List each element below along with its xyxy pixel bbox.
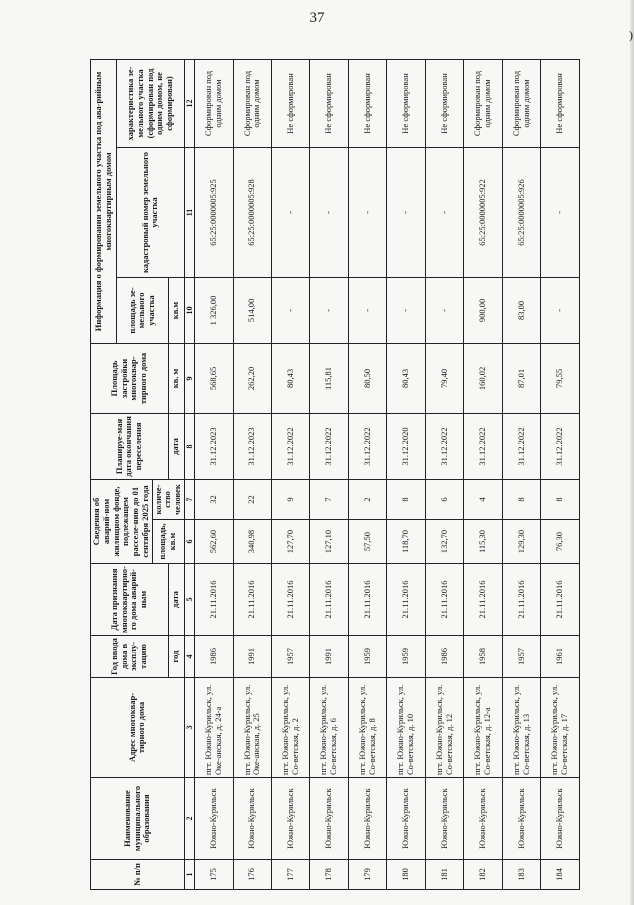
building-area-cell: 80,43 — [272, 343, 310, 413]
address-cell: пгт. Южно-Курильск, ул. Со-ветская, д. 12-а — [464, 678, 502, 778]
recognition-date-cell: 21.11.2016 — [464, 564, 502, 636]
area-cell: 127,70 — [272, 520, 310, 564]
cadastral-number-cell: 65:25:0000005:922 — [464, 147, 502, 277]
area-cell: 340,98 — [233, 520, 271, 564]
column-number: 2 — [184, 778, 194, 860]
header-land-area-unit: кв.м — [168, 277, 184, 343]
land-area-cell: - — [425, 277, 463, 343]
header-cadastral: кадастровый номер земельного участка — [117, 147, 185, 277]
column-number: 4 — [184, 636, 194, 678]
land-characteristic-cell: Не сформирован — [272, 59, 310, 147]
planned-date-cell: 31.12.2023 — [233, 413, 271, 479]
page-edge-shadow — [630, 0, 634, 905]
header-area: площадь, кв.м — [152, 520, 184, 564]
cadastral-number-cell: 65:25:0000005:925 — [195, 147, 233, 277]
table-row — [233, 59, 271, 889]
people-cell: 8 — [502, 479, 540, 519]
land-area-cell: 900,00 — [464, 277, 502, 343]
land-characteristic-cell: Не сформирован — [348, 59, 386, 147]
area-cell: 76,30 — [541, 520, 580, 564]
year-cell: 1961 — [541, 636, 580, 678]
municipality-cell: Южно-Курильск — [348, 778, 386, 860]
building-area-cell: 262,20 — [233, 343, 271, 413]
table-row — [541, 59, 580, 889]
building-area-cell: 160,02 — [464, 343, 502, 413]
recognition-date-cell: 21.11.2016 — [425, 564, 463, 636]
header-building-area-group: Площадь застройки многоквар-тирного дома — [91, 343, 169, 413]
people-cell: 22 — [233, 479, 271, 519]
header-year-group: Год ввода дома в эксплу-тацию — [91, 636, 169, 678]
area-cell: 57,50 — [348, 520, 386, 564]
address-cell: пгт. Южно-Курильск, ул. Со-ветская, д. 12 — [425, 678, 463, 778]
planned-date-cell: 31.12.2022 — [425, 413, 463, 479]
land-area-cell: 514,00 — [233, 277, 271, 343]
land-characteristic-cell: Сформирован под одним домом — [195, 59, 233, 147]
building-area-cell: 87,01 — [502, 343, 540, 413]
area-cell: 115,30 — [464, 520, 502, 564]
year-cell: 1991 — [310, 636, 348, 678]
people-cell: 4 — [464, 479, 502, 519]
municipality-cell: Южно-Курильск — [272, 778, 310, 860]
header-land-area-group: площадь зе-мельного участка — [117, 277, 169, 343]
municipality-cell: Южно-Курильск — [464, 778, 502, 860]
year-cell: 1957 — [502, 636, 540, 678]
people-cell: 8 — [541, 479, 580, 519]
planned-date-cell: 31.12.2022 — [541, 413, 580, 479]
municipality-cell: Южно-Курильск — [541, 778, 580, 860]
year-cell: 1959 — [348, 636, 386, 678]
building-area-cell: 568,65 — [195, 343, 233, 413]
column-number: 12 — [184, 59, 194, 147]
header-year-unit: год — [168, 636, 184, 678]
header-emergency-group: Сведения об аварий-ном жилищном фонде, подлежащем расселе-нию до 01 сентября 2025 года — [91, 479, 153, 563]
planned-date-cell: 31.12.2022 — [310, 413, 348, 479]
row-number: 175 — [195, 860, 233, 890]
address-cell: пгт. Южно-Курильск, ул. Со-ветская, д. 13 — [502, 678, 540, 778]
recognition-date-cell: 21.11.2016 — [502, 564, 540, 636]
row-number: 182 — [464, 860, 502, 890]
column-number: 11 — [184, 147, 194, 277]
header-address: Адрес многоквар-тирного дома — [91, 678, 185, 778]
cadastral-number-cell: 65:25:0000005:928 — [233, 147, 271, 277]
edge-mark: ) — [629, 28, 633, 42]
area-cell: 118,70 — [387, 520, 425, 564]
row-number: 183 — [502, 860, 540, 890]
address-cell: пгт. Южно-Курильск, ул. Оке-анская, д. 25 — [233, 678, 271, 778]
building-area-cell: 115,81 — [310, 343, 348, 413]
header-recognition-group: Дата признания многоквартирно-го дома аварий-ным — [91, 564, 169, 636]
municipality-cell: Южно-Курильск — [502, 778, 540, 860]
header-building-area-unit: кв. м — [168, 343, 184, 413]
building-area-cell: 80,50 — [348, 343, 386, 413]
cadastral-number-cell: - — [310, 147, 348, 277]
column-number-row — [184, 59, 194, 889]
header-land-group: Информация о формировании земельного участка под ава-рийным многоквартирным домом — [91, 59, 117, 343]
table-row — [425, 59, 463, 889]
land-area-cell: - — [348, 277, 386, 343]
row-number: 177 — [272, 860, 310, 890]
address-cell: пгт. Южно-Курильск, ул. Со-ветская, д. 17 — [541, 678, 580, 778]
column-number: 7 — [184, 479, 194, 519]
row-number: 181 — [425, 860, 463, 890]
land-area-cell: 83,00 — [502, 277, 540, 343]
land-area-cell: - — [272, 277, 310, 343]
municipality-cell: Южно-Курильск — [233, 778, 271, 860]
recognition-date-cell: 21.11.2016 — [195, 564, 233, 636]
planned-date-cell: 31.12.2020 — [387, 413, 425, 479]
cadastral-number-cell: - — [541, 147, 580, 277]
building-area-cell: 79,55 — [541, 343, 580, 413]
municipality-cell: Южно-Курильск — [425, 778, 463, 860]
table-row — [502, 59, 540, 889]
address-cell: пгт. Южно-Курильск, ул. Со-ветская, д. 6 — [310, 678, 348, 778]
year-cell: 1991 — [233, 636, 271, 678]
building-area-cell: 80,43 — [387, 343, 425, 413]
recognition-date-cell: 21.11.2016 — [387, 564, 425, 636]
people-cell: 8 — [387, 479, 425, 519]
land-area-cell: - — [387, 277, 425, 343]
column-number: 9 — [184, 343, 194, 413]
header-land-characteristic: характеристика зе-мельного участка (сформирован под одним домом, не сформирован) — [117, 59, 185, 147]
row-number: 178 — [310, 860, 348, 890]
table-row — [310, 59, 348, 889]
cadastral-number-cell: 65:25:0000005:926 — [502, 147, 540, 277]
land-area-cell: 1 326,00 — [195, 277, 233, 343]
header-no: № п/п — [91, 860, 185, 890]
column-number: 6 — [184, 520, 194, 564]
land-characteristic-cell: Не сформирован — [541, 59, 580, 147]
recognition-date-cell: 21.11.2016 — [541, 564, 580, 636]
planned-date-cell: 31.12.2022 — [502, 413, 540, 479]
municipality-cell: Южно-Курильск — [310, 778, 348, 860]
cadastral-number-cell: - — [425, 147, 463, 277]
year-cell: 1958 — [464, 636, 502, 678]
year-cell: 1986 — [425, 636, 463, 678]
recognition-date-cell: 21.11.2016 — [272, 564, 310, 636]
table-row — [272, 59, 310, 889]
area-cell: 562,60 — [195, 520, 233, 564]
table-row — [464, 59, 502, 889]
municipality-cell: Южно-Курильск — [195, 778, 233, 860]
address-cell: пгт. Южно-Курильск, ул. Со-ветская, д. 10 — [387, 678, 425, 778]
column-number: 10 — [184, 277, 194, 343]
municipality-cell: Южно-Курильск — [387, 778, 425, 860]
emergency-housing-table — [90, 59, 580, 890]
header-planned-group: Планируе-мая дата окончания переселения — [91, 413, 169, 479]
column-number: 1 — [184, 860, 194, 890]
recognition-date-cell: 21.11.2016 — [348, 564, 386, 636]
area-cell: 129,30 — [502, 520, 540, 564]
recognition-date-cell: 21.11.2016 — [310, 564, 348, 636]
header-recognition-unit: дата — [168, 564, 184, 636]
table-row — [195, 59, 233, 889]
column-number: 5 — [184, 564, 194, 636]
header-municipality: Наименование муниципального образования — [91, 778, 185, 860]
people-cell: 7 — [310, 479, 348, 519]
address-cell: пгт. Южно-Курильск, ул. Оке-анская, д. 24-а — [195, 678, 233, 778]
land-characteristic-cell: Не сформирован — [310, 59, 348, 147]
header-people: количе-ство человек — [152, 479, 184, 519]
column-number: 3 — [184, 678, 194, 778]
people-cell: 6 — [425, 479, 463, 519]
cadastral-number-cell: - — [272, 147, 310, 277]
planned-date-cell: 31.12.2022 — [348, 413, 386, 479]
year-cell: 1959 — [387, 636, 425, 678]
rotated-table-wrapper — [90, 60, 570, 890]
row-number: 184 — [541, 860, 580, 890]
year-cell: 1986 — [195, 636, 233, 678]
row-number: 180 — [387, 860, 425, 890]
year-cell: 1957 — [272, 636, 310, 678]
cadastral-number-cell: - — [387, 147, 425, 277]
land-characteristic-cell: Сформирован под одним домом — [464, 59, 502, 147]
row-number: 179 — [348, 860, 386, 890]
planned-date-cell: 31.12.2023 — [195, 413, 233, 479]
area-cell: 127,10 — [310, 520, 348, 564]
page-number: 37 — [309, 10, 325, 26]
area-cell: 132,70 — [425, 520, 463, 564]
land-characteristic-cell: Не сформирован — [425, 59, 463, 147]
cadastral-number-cell: - — [348, 147, 386, 277]
land-characteristic-cell: Не сформирован — [387, 59, 425, 147]
land-area-cell: - — [310, 277, 348, 343]
recognition-date-cell: 21.11.2016 — [233, 564, 271, 636]
building-area-cell: 79,40 — [425, 343, 463, 413]
address-cell: пгт. Южно-Курильск, ул. Со-ветская, д. 2 — [272, 678, 310, 778]
column-number: 8 — [184, 413, 194, 479]
land-characteristic-cell: Сформирован под одним домом — [233, 59, 271, 147]
table-row — [348, 59, 386, 889]
header-planned-unit: дата — [168, 413, 184, 479]
planned-date-cell: 31.12.2022 — [272, 413, 310, 479]
people-cell: 32 — [195, 479, 233, 519]
people-cell: 2 — [348, 479, 386, 519]
table-row — [387, 59, 425, 889]
address-cell: пгт. Южно-Курильск, ул. Со-ветская, д. 8 — [348, 678, 386, 778]
planned-date-cell: 31.12.2022 — [464, 413, 502, 479]
row-number: 176 — [233, 860, 271, 890]
people-cell: 9 — [272, 479, 310, 519]
land-area-cell: - — [541, 277, 580, 343]
land-characteristic-cell: Сформирован под одним домом — [502, 59, 540, 147]
